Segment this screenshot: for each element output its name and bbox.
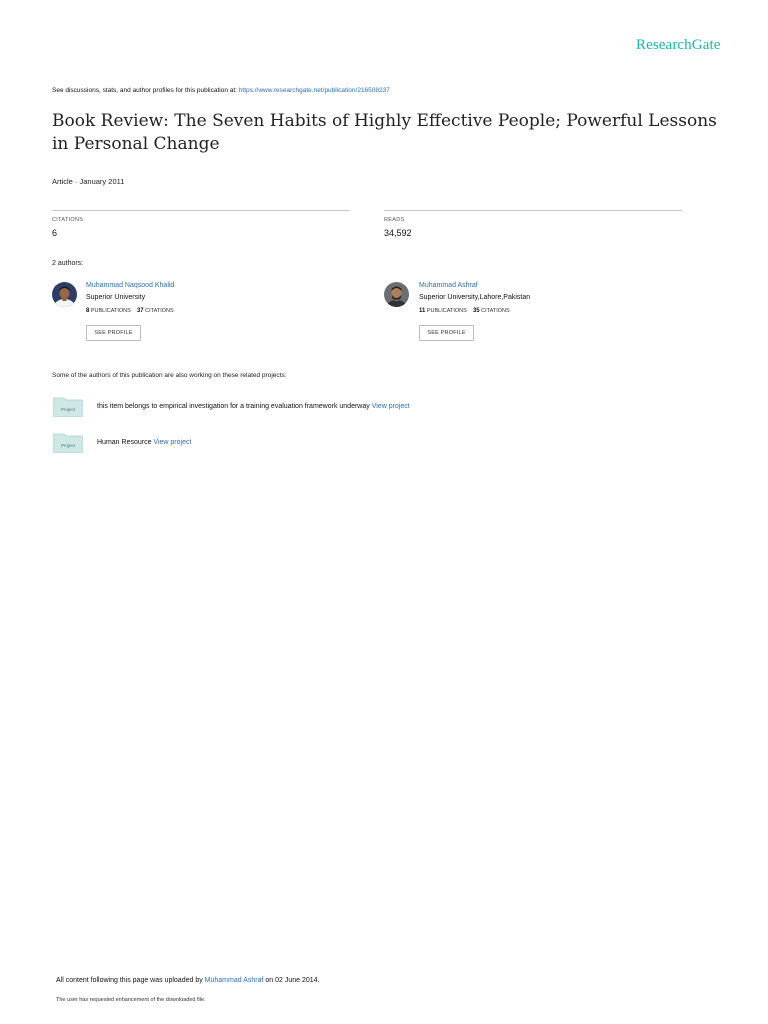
- project-description: this item belongs to empirical investigation for a training evaluation framework underway: [97, 403, 370, 410]
- author-publications-label: PUBLICATIONS: [90, 308, 131, 314]
- view-project-link[interactable]: View project: [153, 439, 192, 446]
- reads-value: 34,592: [384, 228, 412, 238]
- author-citations-count: 35: [472, 308, 480, 314]
- author-citations-label: CITATIONS: [145, 308, 174, 314]
- author-institution: Superior University,Lahore,Pakistan: [419, 294, 531, 301]
- author-stats: [86, 308, 174, 314]
- uploader-link[interactable]: Muhammad Ashraf: [204, 977, 264, 984]
- see-profile-button[interactable]: SEE PROFILE: [86, 325, 141, 341]
- upload-prefix: All content following this page was uploaded by: [56, 977, 203, 984]
- related-projects-heading: Some of the authors of this publication are also working on these related projects:: [52, 372, 287, 379]
- upload-suffix: on 02 June 2014.: [265, 977, 320, 984]
- author-publications-count: 11: [419, 308, 426, 314]
- author-name-link[interactable]: Muhammad Ashraf: [419, 282, 478, 289]
- author-publications-count: 8: [86, 308, 90, 314]
- publication-meta: Article · January 2011: [52, 177, 125, 186]
- see-discussions-line: [52, 87, 390, 94]
- project-item: [97, 439, 191, 446]
- researchgate-logo[interactable]: ResearchGate: [636, 37, 721, 53]
- author-stats: [419, 308, 510, 314]
- citations-label: CITATIONS: [52, 217, 84, 223]
- see-profile-button[interactable]: SEE PROFILE: [419, 325, 474, 341]
- author-institution: Superior University: [86, 294, 146, 301]
- author-citations-label: CITATIONS: [481, 308, 510, 314]
- author-publications-label: PUBLICATIONS: [426, 308, 467, 314]
- project-description: Human Resource: [97, 439, 152, 446]
- project-icon: [53, 397, 83, 417]
- citations-divider: [52, 210, 350, 211]
- project-icon-label: Project: [60, 443, 76, 448]
- author-name-link[interactable]: Muhammad Naqsood Khalid: [86, 282, 175, 289]
- author-citations-count: 37: [136, 308, 144, 314]
- see-discussions-text: See discussions, stats, and author profiles for this publication at:: [52, 87, 237, 94]
- authors-heading: 2 authors:: [52, 260, 84, 267]
- enhancement-note: The user has requested enhancement of the downloaded file.: [56, 997, 206, 1003]
- project-icon: [53, 433, 83, 453]
- author-avatar[interactable]: [384, 282, 409, 307]
- reads-divider: [384, 210, 682, 211]
- project-icon-label: Project: [60, 407, 76, 412]
- publication-title: Book Review: The Seven Habits of Highly Effective People; Powerful Lessons in Personal Change: [52, 111, 717, 154]
- reads-label: READS: [384, 217, 405, 223]
- publication-url-link[interactable]: https://www.researchgate.net/publication/216508237: [238, 87, 390, 94]
- upload-note: [56, 977, 319, 984]
- citations-value: 6: [52, 228, 58, 238]
- project-item: [97, 403, 410, 410]
- author-avatar[interactable]: [52, 282, 77, 307]
- view-project-link[interactable]: View project: [371, 403, 410, 410]
